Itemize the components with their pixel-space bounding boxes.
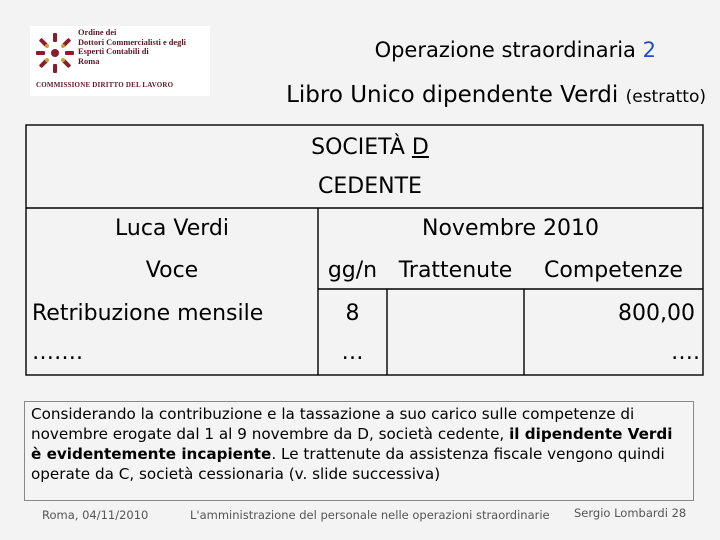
company-letter: D: [411, 135, 429, 160]
logo-line: Ordine dei: [78, 28, 117, 37]
period: Novembre 2010: [422, 216, 599, 241]
logo-footer: COMMISSIONE DIRITTO DEL LAVORO: [36, 81, 174, 89]
logo-line: Roma: [78, 56, 100, 66]
subtitle-text: Libro Unico dipendente Verdi: [286, 82, 619, 108]
header-deductions: Trattenute: [398, 258, 513, 283]
header-voce: Voce: [145, 258, 199, 283]
row-2-earnings: ….: [671, 340, 700, 365]
logo-line: Dottori Commercialisti e degli: [78, 37, 186, 47]
paragraph-bold: il dipendente Verdi è evidentemente incapiente: [31, 425, 673, 463]
row-1-voce: Retribuzione mensile: [32, 301, 264, 326]
company-prefix: SOCIETÀ: [311, 135, 405, 160]
footer-author-page: [574, 506, 686, 520]
row-1-earnings: 800,00: [618, 301, 695, 326]
paragraph-text: Considerando la contribuzione e la tassazione a suo carico sulle competenze di novembre erogate dal 1 al 9 novembre da D, società cedente,: [31, 405, 635, 443]
title-text: Operazione straordinaria: [374, 38, 636, 62]
header-days: gg/n: [327, 258, 378, 283]
subtitle-note: (estratto): [625, 87, 706, 107]
explanation-paragraph: [24, 401, 694, 501]
page-number: 28: [671, 506, 687, 520]
title-number: 2: [642, 38, 656, 62]
company-role: CEDENTE: [318, 174, 422, 199]
row-2-days: …: [341, 340, 364, 365]
logo-line: Esperti Contabili di: [78, 47, 149, 57]
header-earnings: Competenze: [544, 258, 683, 283]
footer-title: L'amministrazione del personale nelle operazioni straordinarie: [190, 508, 550, 522]
footer-author: Sergio Lombardi: [574, 506, 668, 520]
footer-date: Roma, 04/11/2010: [42, 508, 149, 522]
row-1-days: 8: [345, 301, 360, 326]
paragraph-text-end: . Le trattenute da assistenza fiscale vengono quindi operate da C, società cessionaria (v. slide successiva): [31, 445, 665, 483]
company-label: [280, 135, 460, 160]
employee-name: Luca Verdi: [115, 216, 229, 241]
row-2-voce: …….: [32, 340, 83, 365]
